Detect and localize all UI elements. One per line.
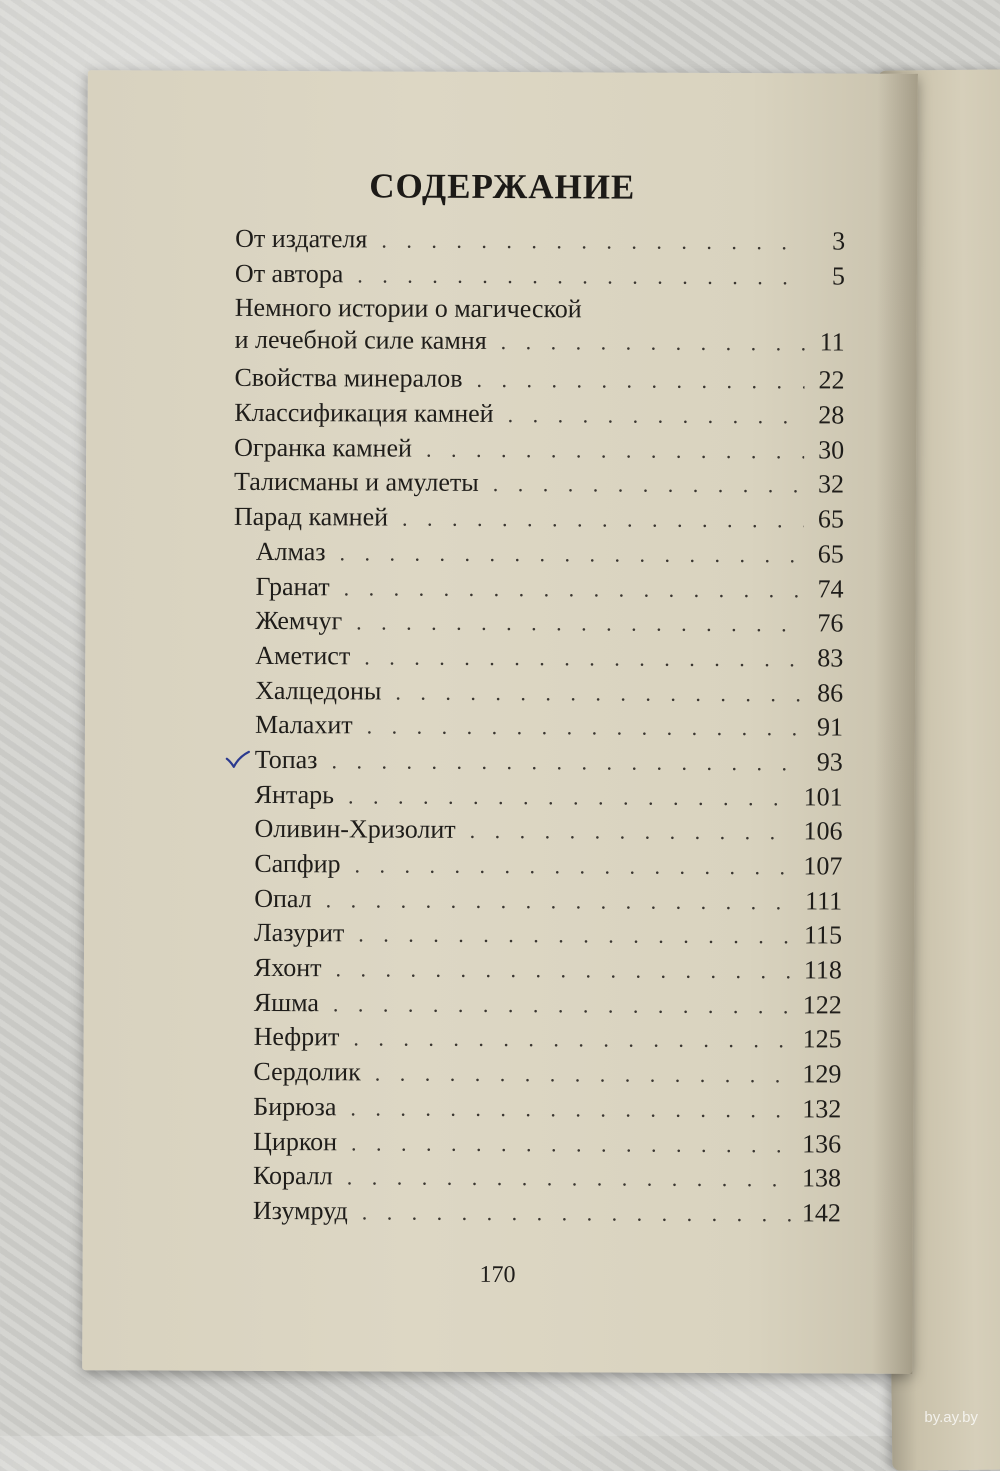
toc-sub-entry	[234, 570, 844, 607]
toc-entry-label: Огранка камней	[234, 432, 413, 463]
toc-entry-label: Оливин-Хризолит	[254, 814, 456, 845]
toc-entry	[234, 432, 844, 469]
dot-leader	[331, 745, 802, 779]
page-number: 170	[479, 1261, 516, 1289]
toc-sub-entry	[233, 640, 843, 677]
book-page	[82, 70, 918, 1374]
dot-leader	[356, 607, 803, 641]
toc-sub-entry	[232, 987, 842, 1024]
toc-entry-page: 32	[817, 469, 845, 499]
toc-entry-page: 118	[803, 955, 842, 985]
toc-entry-page: 83	[817, 643, 844, 673]
toc-entry-page: 65	[817, 504, 844, 534]
toc-entry-page: 132	[802, 1094, 842, 1124]
toc-entry-page: 11	[819, 327, 845, 357]
toc-sub-entry	[232, 952, 842, 989]
toc-sub-entry	[233, 605, 843, 642]
toc-entry	[235, 223, 845, 260]
toc-entry-page: 111	[805, 886, 843, 916]
toc-entry-page: 125	[802, 1024, 842, 1054]
toc-entry	[234, 397, 844, 434]
toc-entry-page: 74	[817, 573, 844, 603]
dot-leader	[344, 572, 804, 606]
dot-leader	[351, 1127, 792, 1161]
dot-leader	[358, 919, 794, 953]
toc-entry-page: 138	[801, 1163, 842, 1193]
dot-leader	[347, 1162, 792, 1196]
toc-sub-entry	[231, 1160, 841, 1197]
toc-entry-label: Аметист	[255, 640, 351, 671]
toc-entry-page: 76	[817, 608, 844, 638]
toc-sub-entry	[232, 813, 842, 850]
table-of-contents	[231, 223, 845, 1232]
toc-entry-page: 3	[832, 226, 846, 256]
dot-leader	[350, 1092, 792, 1126]
toc-entry-label: Нефрит	[253, 1022, 340, 1052]
dot-leader	[362, 1196, 792, 1230]
toc-entry-label: Свойства минералов	[234, 363, 463, 394]
toc-entry-label: Парад камней	[233, 501, 389, 532]
toc-entry-label: Алмаз	[255, 536, 326, 567]
toc-entry-page: 65	[817, 539, 844, 569]
dot-leader	[333, 988, 793, 1022]
toc-entry-label-continued: и лечебной силе камня	[234, 325, 487, 356]
page-title: СОДЕРЖАНИЕ	[369, 166, 636, 207]
toc-entry-label: Топаз	[254, 744, 318, 775]
toc-sub-entry	[231, 1056, 841, 1093]
dot-leader	[353, 1023, 792, 1057]
toc-sub-entry	[231, 1091, 841, 1128]
dot-leader	[375, 1058, 793, 1092]
toc-sub-entry	[232, 848, 842, 885]
toc-entry-label: Опал	[254, 883, 312, 913]
toc-entry-page: 101	[803, 781, 843, 812]
toc-entry-page: 22	[818, 365, 845, 395]
dot-leader	[501, 326, 805, 359]
dot-leader	[476, 364, 804, 397]
toc-entry-label: Изумруд	[252, 1195, 348, 1226]
toc-entry-label: От автора	[234, 258, 344, 288]
dot-leader	[426, 433, 804, 467]
toc-entry-page: 30	[818, 435, 845, 465]
toc-entry-label: Жемчуг	[255, 606, 343, 636]
dot-leader	[335, 953, 793, 987]
dot-leader	[493, 468, 804, 501]
toc-sub-entry	[232, 917, 842, 954]
toc-sub-entry	[232, 1021, 842, 1058]
toc-sub-entry	[234, 536, 844, 573]
toc-entry-page: 28	[818, 400, 845, 430]
dot-leader	[357, 259, 805, 293]
dot-leader	[470, 815, 794, 848]
toc-entry-page: 106	[803, 816, 843, 846]
toc-sub-entry	[232, 883, 842, 920]
dot-leader	[508, 399, 805, 432]
toc-entry	[234, 501, 844, 538]
dot-leader	[340, 537, 804, 571]
toc-sub-entry	[233, 674, 843, 711]
checkmark-icon	[225, 750, 251, 770]
toc-entry-label: Классификация камней	[234, 397, 494, 429]
dot-leader	[395, 676, 803, 710]
toc-entry-label: Гранат	[255, 571, 330, 601]
toc-entry-label: Яхонт	[253, 952, 322, 983]
toc-entry-page: 136	[802, 1128, 842, 1158]
toc-entry-label: Немного истории о магической	[234, 293, 582, 324]
toc-entry-label: Янтарь	[254, 779, 335, 809]
watermark: by.ay.by	[924, 1409, 978, 1426]
toc-sub-entry	[231, 1125, 841, 1162]
toc-sub-entry	[233, 709, 843, 746]
toc-entry-page: 91	[816, 712, 844, 742]
dot-leader	[355, 849, 794, 883]
toc-entry-label: Яшма	[253, 987, 320, 1017]
toc-entry-page: 115	[803, 920, 843, 950]
toc-entry-page: 129	[802, 1059, 842, 1089]
toc-sub-entry	[231, 1195, 841, 1232]
toc-entry	[234, 466, 844, 503]
toc-entry-label: Малахит	[254, 710, 353, 740]
dot-leader	[367, 711, 803, 745]
toc-entry-page: 122	[802, 990, 842, 1020]
toc-entry-label: Коралл	[252, 1161, 333, 1191]
toc-entry-label: Циркон	[253, 1126, 338, 1156]
toc-sub-entry	[233, 744, 843, 781]
toc-entry-label: Сердолик	[253, 1057, 361, 1087]
toc-entry-page: 107	[803, 851, 843, 881]
toc-entry-page: 5	[831, 261, 846, 291]
toc-entry	[235, 258, 845, 295]
toc-entry-page: 93	[816, 747, 843, 777]
toc-entry-label: Сапфир	[254, 848, 341, 879]
toc-entry-label: Бирюза	[253, 1091, 337, 1122]
dot-leader	[364, 641, 803, 675]
toc-entry-label: Халцедоны	[255, 675, 382, 706]
toc-entry-label: Талисманы и амулеты	[233, 467, 479, 498]
toc-entry-label: Лазурит	[254, 918, 345, 948]
toc-entry	[235, 292, 845, 365]
toc-entry-page: 86	[817, 677, 844, 708]
dot-leader	[402, 503, 804, 537]
dot-leader	[326, 884, 796, 918]
toc-entry-page: 142	[801, 1198, 841, 1228]
toc-entry	[234, 362, 844, 399]
toc-entry-label: От издателя	[235, 223, 368, 254]
toc-sub-entry	[233, 778, 843, 815]
dot-leader	[348, 780, 794, 814]
dot-leader	[381, 224, 805, 258]
